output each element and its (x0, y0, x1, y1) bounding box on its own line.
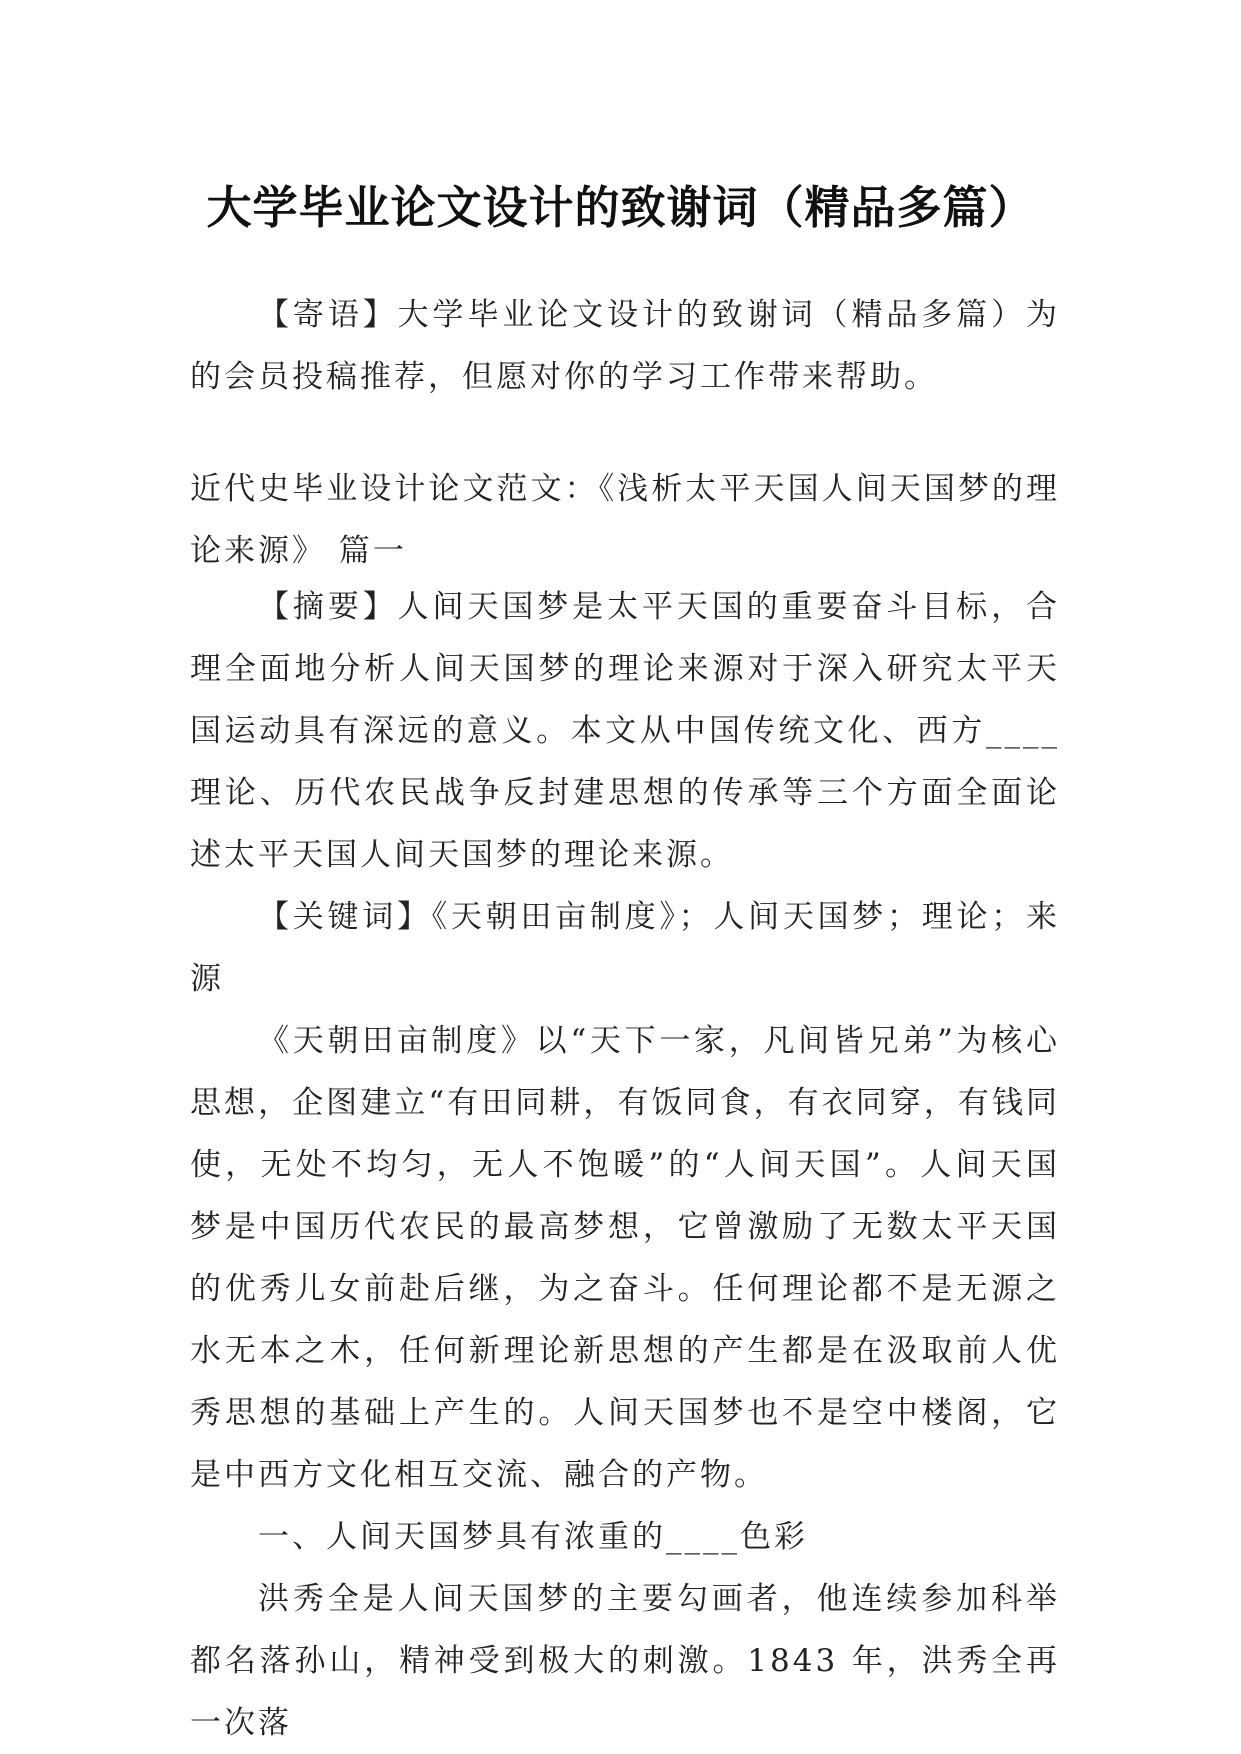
intro-paragraph: 《天朝田亩制度》以“天下一家，凡间皆兄弟”为核心思想，企图建立“有田同耕，有饭同食，有衣同穿，有钱同使，无处不均匀，无人不饱暖”的“人间天国”。人间天国梦是中国历代农民的最高梦想，它曾激励了无数太平天国的优秀儿女前赴后继，为之奋斗。任何理论都不是无源之水无本之木，任何新理论新思想的产生都是在汲取前人优秀思想的基础上产生的。人间天国梦也不是空中楼阁，它是中西方文化相互交流、融合的产物。 (190, 1023, 1060, 1493)
section-one-heading: 一、人间天国梦具有浓重的____色彩 (258, 1519, 808, 1555)
preface-paragraph: 【寄语】大学毕业论文设计的致谢词（精品多篇）为的会员投稿推荐，但愿对你的学习工作带来帮助。 (190, 297, 1060, 395)
article-heading-block (190, 458, 1060, 582)
article-heading: 近代史毕业设计论文范文：《浅析太平天国人间天国梦的理论来源》 篇一 (190, 471, 1060, 569)
article-body (190, 576, 1060, 1754)
keywords-paragraph: 【关键词】《天朝田亩制度》；人间天国梦；理论；来源 (190, 899, 1060, 997)
section-one-paragraph: 洪秀全是人间天国梦的主要勾画者，他连续参加科举都名落孙山，精神受到极大的刺激。1843 年，洪秀全再一次落 (190, 1581, 1060, 1741)
abstract-paragraph: 【摘要】人间天国梦是太平天国的重要奋斗目标，合理全面地分析人间天国梦的理论来源对于深入研究太平天国运动具有深远的意义。本文从中国传统文化、西方____理论、历代农民战争反封建思想的传承等三个方面全面论述太平天国人间天国梦的理论来源。 (190, 589, 1060, 873)
document-title: 大学毕业论文设计的致谢词（精品多篇） (206, 181, 1035, 235)
preface-block (190, 284, 1060, 408)
